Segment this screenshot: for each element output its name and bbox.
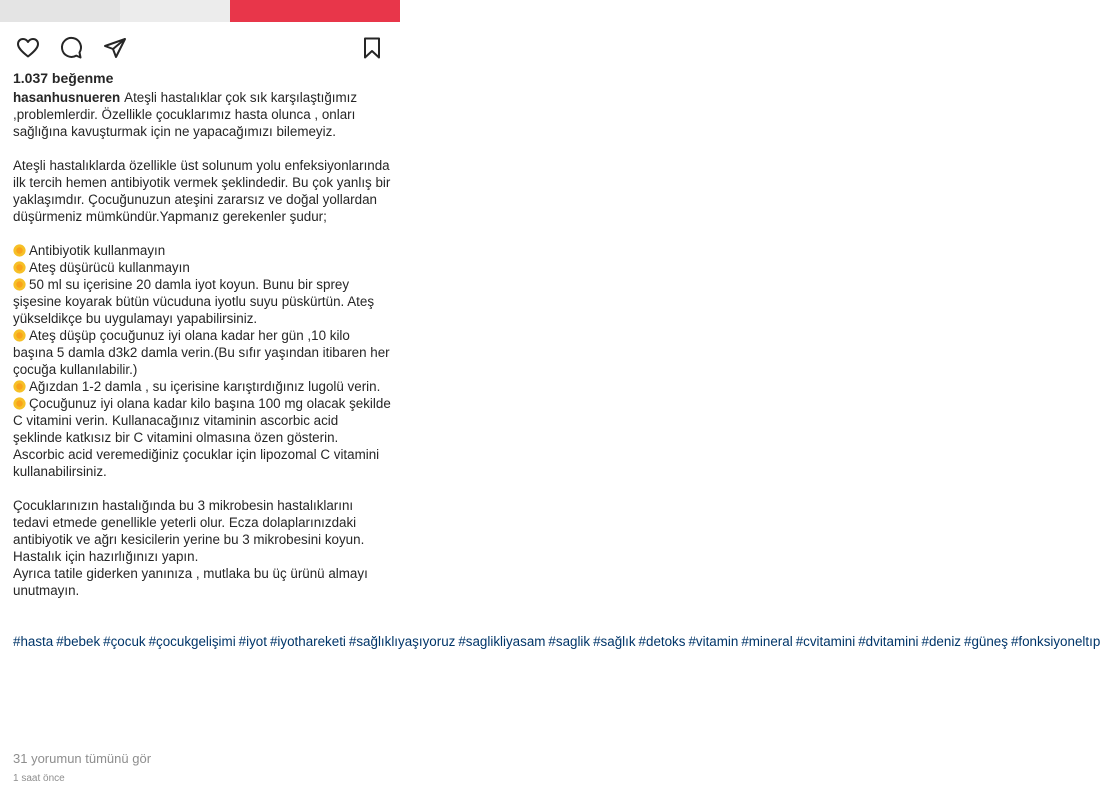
bullet-text: 50 ml su içerisine 20 damla iyot koyun. Bunu bir sprey şişesine koyarak bütün vücuduna iyotlu suyu püskürtün. Ateş yükseldikçe bu uygulamayı yapabilirsiniz. (13, 277, 375, 326)
hashtag-link[interactable]: #saglik (548, 634, 591, 649)
like-button[interactable] (14, 34, 42, 62)
heart-icon (16, 36, 40, 60)
bullet-item (13, 276, 391, 327)
caption-intro-text: Ateşli hastalıklar çok sık karşılaştığımız ,problemlerdir. Özellikle çocuklarımız hasta olunca , onları sağlığına kavuşturmak için ne yapacağımızı bilemeyiz. (13, 90, 358, 139)
hashtag-link[interactable]: #iyot (238, 634, 267, 649)
image-red-area (230, 0, 400, 22)
caption-bullet-list (13, 242, 391, 480)
sun-emoji-icon (13, 329, 26, 342)
hashtag-link[interactable]: #bebek (56, 634, 101, 649)
post-caption (13, 89, 1101, 650)
hashtag-link[interactable]: #güneş (964, 634, 1008, 649)
username-link[interactable]: hasanhusnueren (13, 90, 121, 105)
bullet-text: Ağızdan 1-2 damla , su içerisine karıştırdığınız lugolü verin. (29, 379, 381, 394)
sun-emoji-icon (13, 278, 26, 291)
hashtag-link[interactable]: #çocukgelişimi (148, 634, 236, 649)
bullet-item (13, 242, 391, 259)
sun-emoji-icon (13, 261, 26, 274)
hashtag-link[interactable]: #sağlık (593, 634, 636, 649)
spacer (13, 225, 391, 242)
bullet-text: Ateş düşürücü kullanmayın (29, 260, 190, 275)
hashtag-link[interactable]: #çocuk (103, 634, 146, 649)
bullet-text: Çocuğunuz iyi olana kadar kilo başına 100 mg olacak şekilde C vitamini verin. Kullanacağınız vitaminin ascorbic acid şeklinde katkısız bir C vitamini olmasına özen gösterin. Ascorbic acid veremediğiniz çocuklar için lipozomal C vitamini kullanabilirsiniz. (13, 396, 391, 479)
post-action-bar (0, 34, 400, 62)
spacer (13, 140, 391, 157)
post-image-bottom-edge (0, 0, 400, 22)
image-shade (0, 0, 120, 22)
share-button[interactable] (101, 34, 129, 62)
sun-emoji-icon (13, 244, 26, 257)
bullet-item (13, 378, 391, 395)
bullet-text: Ateş düşüp çocuğunuz iyi olana kadar her gün ,10 kilo başına 5 damla d3k2 damla verin.(Bu sıfır yaşından itibaren her çocuğa kullanılabilir.) (13, 328, 390, 377)
hashtag-link[interactable]: #vitamin (688, 634, 739, 649)
hashtag-link[interactable]: #sağlıklıyaşıyoruz (348, 634, 456, 649)
caption-paragraph: Çocuklarınızın hastalığında bu 3 mikrobesin hastalıklarını tedavi etmede genellikle yeterli olur. Ecza dolaplarınızdaki antibiyotik ve ağrı kesicilerin yerine bu 3 mikrobesini koyun. Hastalık için hazırlığınızı yapın. Ayrıca tatile giderken yanınıza , mutlaka bu üç ürünü almayı unutmayın. (13, 498, 368, 598)
likes-count[interactable]: 1.037 beğenme (13, 70, 114, 86)
sun-emoji-icon (13, 397, 26, 410)
hashtag-link[interactable]: #fonksiyoneltıp (1010, 634, 1101, 649)
post-timestamp: 1 saat önce (13, 773, 65, 784)
spacer (13, 480, 391, 497)
bullet-item (13, 327, 391, 378)
bullet-text: Antibiyotik kullanmayın (29, 243, 166, 258)
bullet-item (13, 259, 391, 276)
hashtag-link[interactable]: #iyothareketi (269, 634, 346, 649)
hashtag-link[interactable]: #saglikliyasam (458, 634, 546, 649)
hashtag-list (13, 616, 1101, 650)
spacer (13, 599, 391, 616)
hashtag-link[interactable]: #detoks (638, 634, 686, 649)
hashtag-link[interactable]: #hasta (13, 634, 54, 649)
hashtag-link[interactable]: #cvitamini (795, 634, 856, 649)
sun-emoji-icon (13, 380, 26, 393)
hashtag-link[interactable]: #deniz (921, 634, 961, 649)
view-all-comments-link[interactable]: 31 yorumun tümünü gör (13, 751, 152, 766)
save-button[interactable] (358, 34, 386, 62)
hashtag-link[interactable]: #dvitamini (858, 634, 919, 649)
comment-icon (59, 36, 83, 60)
bookmark-icon (360, 36, 384, 60)
bullet-item (13, 395, 391, 480)
caption-paragraph: Ateşli hastalıklarda özellikle üst solunum yolu enfeksiyonlarında ilk tercih hemen antibiyotik vermek şeklindedir. Bu çok yanlış bir yaklaşımdır. Çocuğunuzun ateşini zararsız ve doğal yollardan düşürmeniz mümkündür.Yapmanız gerekenler şudur; (13, 158, 391, 224)
comment-button[interactable] (57, 34, 85, 62)
send-icon (103, 36, 127, 60)
caption-intro (13, 89, 391, 140)
hashtag-link[interactable]: #mineral (741, 634, 793, 649)
